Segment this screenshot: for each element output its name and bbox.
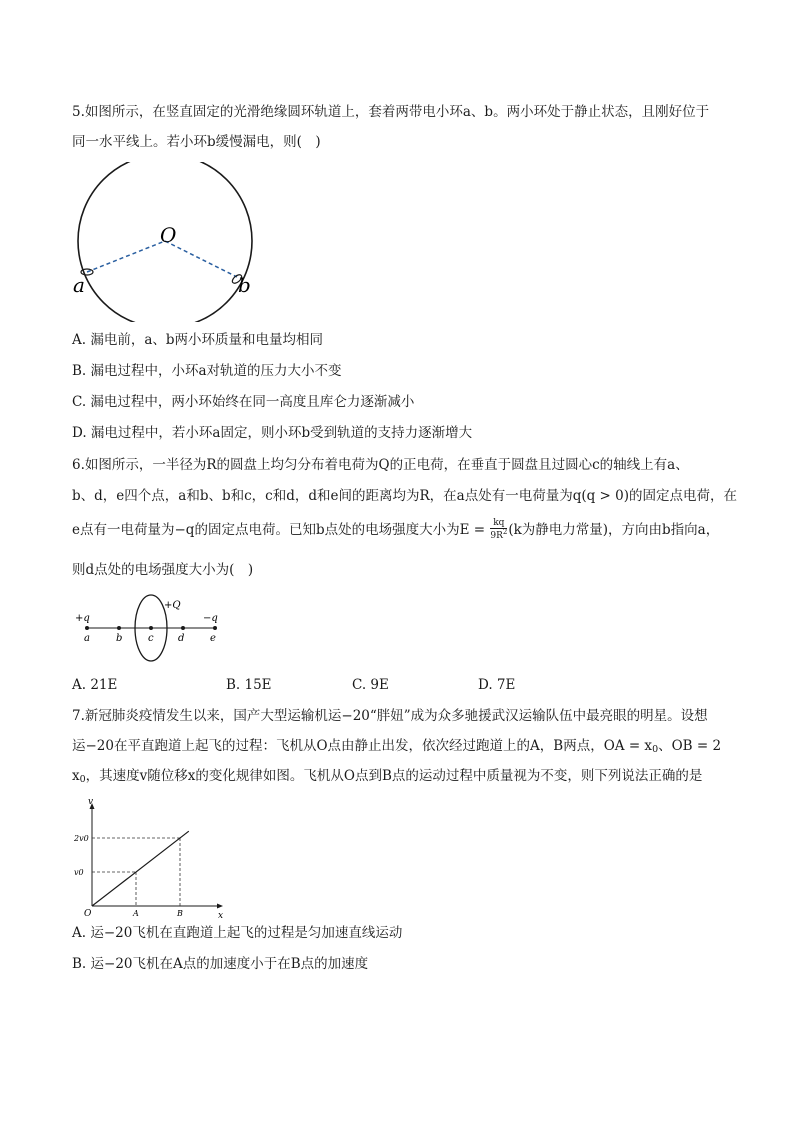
- q7-x-axis-label: x: [218, 911, 224, 918]
- q6-line1: 6.如图所示，一半径为R的圆盘上均匀分布着电荷为Q的正电荷，在垂直于圆盘且过圆心c的轴线上有a、: [72, 457, 689, 473]
- q6-line3-after: (k为静电力常量)，方向由b指向a，: [508, 521, 720, 538]
- q6-option-b: B. 15E: [226, 677, 272, 693]
- q7-origin-label: O: [84, 909, 92, 918]
- q6-axis-figure: [70, 594, 230, 664]
- q7-line3: [72, 770, 702, 785]
- q6-line3-before: e点有一电荷量为−q的固定点电荷。已知b点处的电场强度大小为E =: [72, 521, 490, 538]
- q5-stem-line2: 同一水平线上。若小环b缓慢漏电，则( ): [72, 134, 321, 150]
- q6-line2: b、d，e四个点，a和b、b和c，c和d，d和e间的距离均为R，在a点处有一电荷量为q(q > 0)的固定点电荷，在: [72, 488, 738, 504]
- q5-option-c: C. 漏电过程中，两小环始终在同一高度且库仑力逐渐减小: [72, 394, 415, 410]
- q7-y-tick-1: v0: [74, 868, 84, 877]
- q5-label-O: O: [160, 223, 177, 247]
- q6-frac-den-sup: 2: [502, 528, 508, 537]
- q7-line1: 7.新冠肺炎疫情发生以来，国产大型运输机运−20“胖妞”成为众多驰援武汉运输队伍中最亮眼的明星。设想: [72, 708, 708, 724]
- q6-charge-disk: +Q: [164, 600, 181, 611]
- q7-line2-before: 运−20在平直跑道上起飞的过程：飞机从O点由静止出发，依次经过跑道上的A，B两点，OA = x: [72, 738, 653, 754]
- q7-line2-mid: 、OB = 2: [658, 738, 722, 754]
- q6-label-a: a: [84, 633, 90, 644]
- q6-charge-right: −q: [203, 613, 218, 624]
- q7-vx-graph: [70, 798, 230, 918]
- q5-radius-a: [87, 241, 165, 272]
- q6-line3: [72, 519, 719, 542]
- q6-frac-den: 9R: [490, 531, 503, 542]
- q5-option-d: D. 漏电过程中，若小环a固定，则小环b受到轨道的支持力逐渐增大: [72, 425, 473, 441]
- q6-fraction: [490, 519, 507, 542]
- q7-sub-0a: 0: [652, 744, 659, 755]
- q6-label-c: c: [148, 633, 154, 644]
- q7-line3-before: x: [72, 768, 80, 784]
- q6-line4: 则d点处的电场强度大小为( ): [72, 562, 254, 578]
- q7-x-tick-B: B: [177, 909, 183, 918]
- q6-frac-num: kq: [490, 519, 507, 529]
- q5-option-b: B. 漏电过程中，小环a对轨道的压力大小不变: [72, 363, 342, 379]
- q7-option-a: A. 运−20飞机在直跑道上起飞的过程是匀加速直线运动: [72, 925, 403, 941]
- q6-charge-left: +q: [75, 613, 90, 624]
- q5-label-a: a: [73, 273, 85, 297]
- q5-option-a: A. 漏电前，a、b两小环质量和电量均相同: [72, 332, 324, 348]
- q6-point-b: [117, 626, 121, 630]
- q7-x-tick-A: A: [133, 909, 139, 918]
- q6-label-d: d: [178, 633, 185, 644]
- q6-point-e: [213, 626, 217, 630]
- q6-label-b: b: [116, 633, 123, 644]
- q6-frac-den-wrap: [490, 529, 507, 541]
- q5-stem-line1: 5.如图所示，在竖直固定的光滑绝缘圆环轨道上，套着两带电小环a、b。两小环处于静止状态，且刚好位于: [72, 104, 710, 120]
- q6-option-d: D. 7E: [478, 677, 516, 693]
- q7-series-line: [92, 831, 189, 906]
- q6-label-e: e: [210, 633, 216, 644]
- q7-x-axis-arrow: [217, 904, 223, 909]
- q7-y-axis-label: v: [88, 798, 94, 807]
- q5-ring-figure: [70, 162, 270, 332]
- q6-option-c: C. 9E: [352, 677, 389, 693]
- q7-line3-after: ，其速度v随位移x的变化规律如图。飞机从O点到B点的运动过程中质量视为不变，则下列说法正确的是: [85, 768, 703, 784]
- q6-point-c: [149, 626, 153, 630]
- q6-point-a: [85, 626, 89, 630]
- q7-sub-0b: 0: [79, 774, 86, 785]
- q6-point-d: [181, 626, 185, 630]
- q7-option-b: B. 运−20飞机在A点的加速度小于在B点的加速度: [72, 956, 369, 972]
- q5-label-b: b: [238, 273, 251, 297]
- q7-line2: [72, 740, 721, 755]
- q6-option-a: A. 21E: [72, 677, 118, 693]
- q7-y-tick-2: 2v0: [74, 834, 89, 843]
